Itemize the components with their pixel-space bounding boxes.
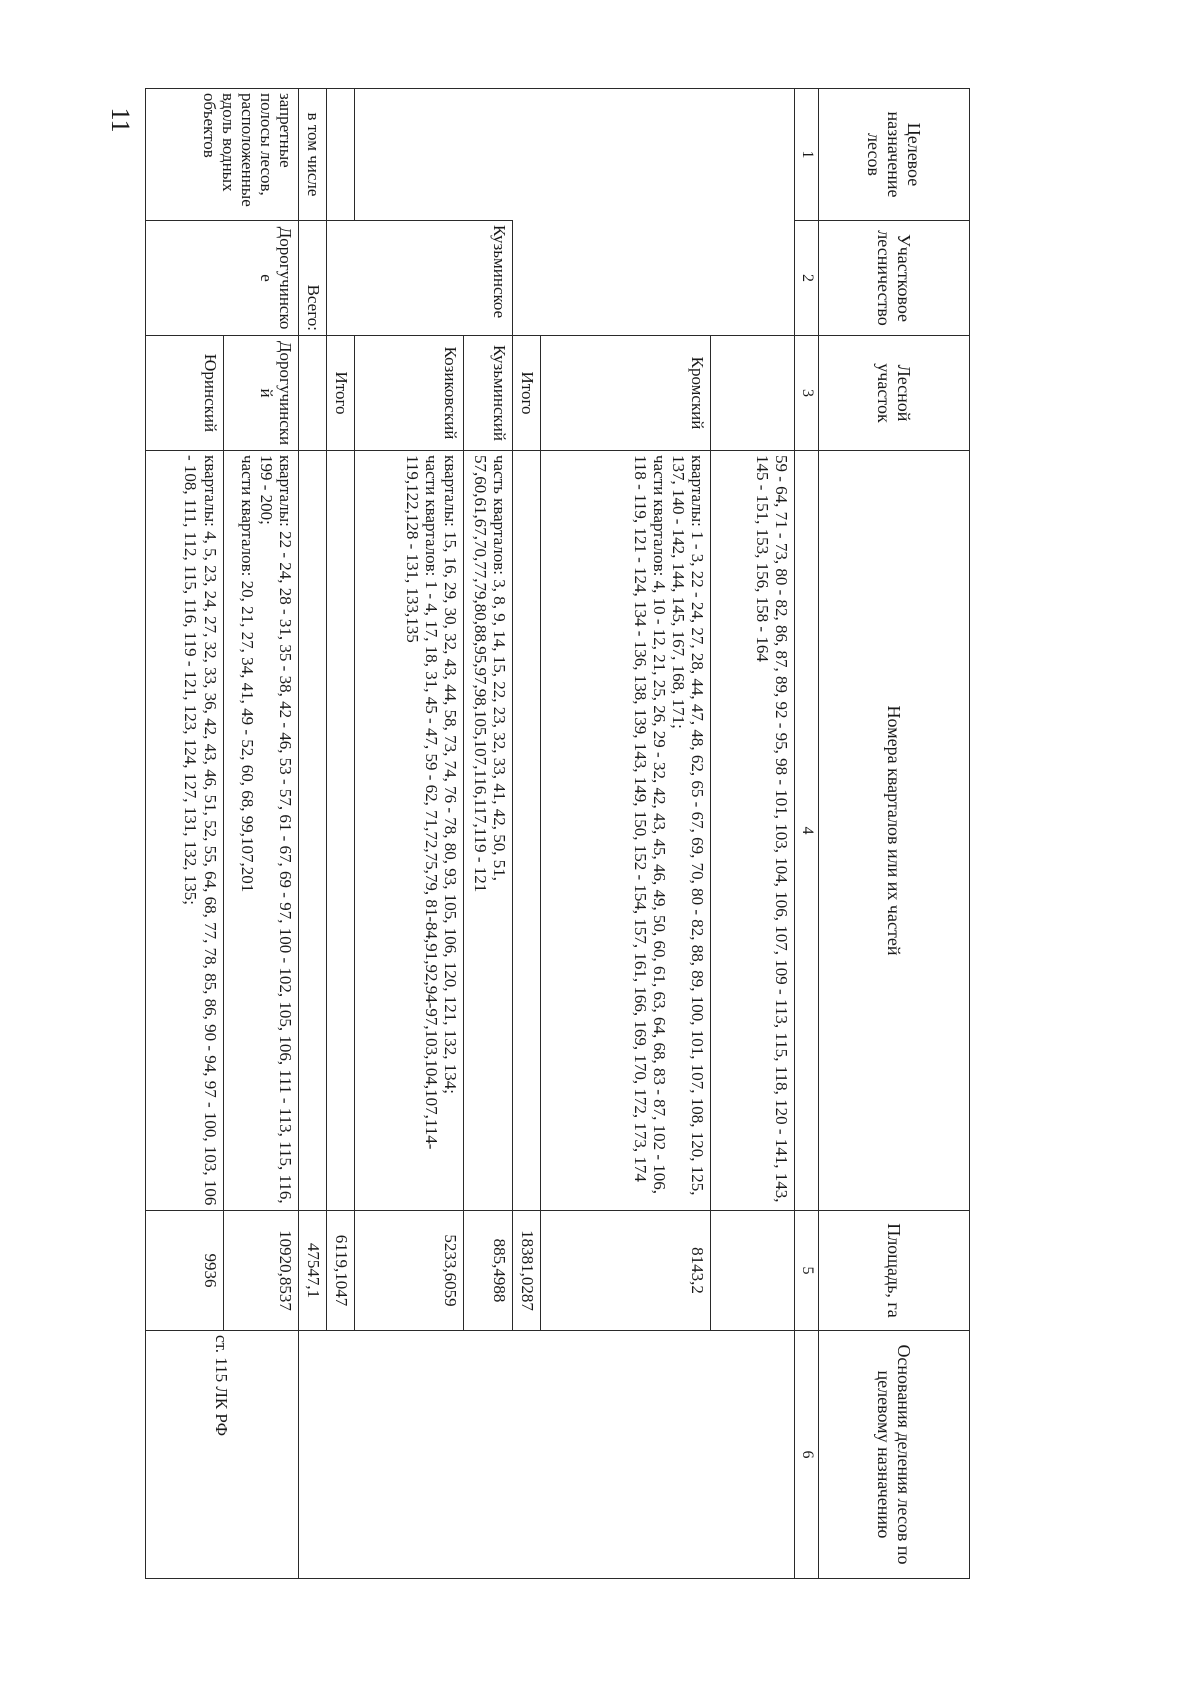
- kozikovsky-quarter-parts: части кварталов: 1 - 4, 17, 18, 31, 45 - 47, 59 - 62, 71,72,75,79, 81-84,91,92,94-97,103,104,107,114-119,122,128 - 131, 133,135: [403, 455, 442, 1150]
- col-number-4: 4: [794, 451, 819, 1211]
- grand-total-plot-empty: [298, 336, 326, 451]
- header-purpose: Целевое назначение лесов: [819, 89, 970, 221]
- basis-cell-empty-2: [298, 1331, 326, 1579]
- purpose-cell-empty-2: [326, 89, 354, 221]
- kozikovsky-quarters-list: кварталы: 15, 16, 29, 30, 32, 43, 44, 58, 73, 74, 76 - 78, 80, 93, 105, 106, 120, 121, 132, 134;: [441, 455, 461, 1094]
- header-district: Участковое лесничество: [819, 221, 970, 336]
- dorogucinsky-quarters: [223, 451, 298, 1211]
- kromsky-quarters: [540, 451, 710, 1211]
- continued-quarters: 59 - 64, 71 - 73, 80 - 82, 86, 87, 89, 92 - 95, 98 - 101, 103, 104, 106, 107, 109 - 113, 115, 118, 120 - 141, 143, 145 - 151, 153, 156, 158 - 164: [710, 451, 794, 1211]
- header-plot: Лесной участок: [819, 336, 970, 451]
- col-number-3: 3: [794, 336, 819, 451]
- plot-yurinsky: Юринский: [146, 336, 224, 451]
- header-basis: Основания деления лесов по целевому назначению: [819, 1331, 970, 1579]
- district-kuzminskoe: Кузьминское: [326, 221, 512, 336]
- yurinsky-quarters: кварталы: 4, 5, 23, 24, 27, 32, 33, 36, 42, 43, 46, 51, 52, 55, 64, 68, 77, 78, 85, 86, 90 - 94, 97 - 100, 103, 106 - 108, 111, 112, 115, 116, 119 - 121, 123, 124, 127, 131, 132, 135;: [146, 451, 224, 1211]
- plot-kozikovsky: Козиковский: [354, 336, 464, 451]
- total-area-2: 6119,1047: [326, 1211, 354, 1331]
- kuzminsky-quarters: часть кварталов: 3, 8, 9, 14, 15, 22, 23, 32, 33, 41, 42, 50, 51, 57,60,61,67,70,77,79,80,88,95,97,98,105,107,116,117,119 - 121: [464, 451, 512, 1211]
- header-area: Площадь, га: [819, 1211, 970, 1331]
- restricted-strips-purpose: запретные полосы лесов, расположенные вдоль водных объектов: [146, 89, 299, 221]
- basis-cell-empty: [326, 1331, 794, 1579]
- total-label-2: Итого: [326, 336, 354, 451]
- total-quarters-empty: [512, 451, 540, 1211]
- col-number-5: 5: [794, 1211, 819, 1331]
- grand-total-label: Всего:: [298, 221, 326, 336]
- district-cell-empty: [512, 221, 794, 336]
- grand-total-area: 47547,1: [298, 1211, 326, 1331]
- plot-dorogucinsky: Дорогучинский: [223, 336, 298, 451]
- col-number-1: 1: [794, 89, 819, 221]
- dorogucinsky-area: 10920,8537: [223, 1211, 298, 1331]
- forest-table: [145, 88, 970, 1579]
- grand-total-quarters-empty: [298, 451, 326, 1211]
- yurinsky-area: 9936: [146, 1211, 224, 1331]
- district-dorogucinskoe: Дорогучинское: [146, 221, 299, 336]
- plot-cell-empty: [710, 336, 794, 451]
- kuzminsky-area: 885,4988: [464, 1211, 512, 1331]
- col-number-2: 2: [794, 221, 819, 336]
- col-number-6: 6: [794, 1331, 819, 1579]
- dorogucinsky-quarter-parts: части кварталов: 20, 21, 27, 34, 41, 49 - 52, 60, 68, 99,107,201: [237, 455, 257, 893]
- including-label: в том числе: [298, 89, 326, 221]
- total-label: Итого: [512, 336, 540, 451]
- total-quarters-empty-2: [326, 451, 354, 1211]
- kromsky-area: 8143,2: [540, 1211, 710, 1331]
- rotated-table-container: [145, 88, 970, 1578]
- page-number: 11: [106, 107, 135, 133]
- plot-kuzminsky: Кузьминский: [464, 336, 512, 451]
- dorogucinsky-quarters-list: кварталы: 22 - 24, 28 - 31, 35 - 38, 42 - 46, 53 - 57, 61 - 67, 69 - 97, 100 - 102, 105, 106, 111 - 113, 115, 116, 199 - 200;: [256, 455, 295, 1204]
- legal-basis: ст. 115 ЛК РФ: [146, 1331, 299, 1579]
- total-area: 18381,0287: [512, 1211, 540, 1331]
- kromsky-quarter-parts: части кварталов: 4, 10 - 12, 21, 25, 26, 29 - 32, 42, 43, 45, 46, 49, 50, 60, 61, 63, 64, 68, 83 - 87, 102 - 106, 118 - 119, 121 - 124, 134 - 136, 138, 139, 143, 149, 150, 152 - 154, 157, 161, 166, 169, 170, 172, 173, 174: [630, 455, 669, 1195]
- header-quarters: Номера кварталов или их частей: [819, 451, 970, 1211]
- plot-kromsky: Кромский: [540, 336, 710, 451]
- purpose-cell-empty: [354, 89, 794, 221]
- area-cell-empty: [710, 1211, 794, 1331]
- kozikovsky-area: 5233,6059: [354, 1211, 464, 1331]
- kromsky-quarters-list: кварталы: 1 - 3, 22 - 24, 27, 28, 44, 47, 48, 62, 65 - 67, 69, 70, 80 - 82, 88, 89, 100, 101, 107, 108, 120, 125, 137, 140 - 142, 144, 145, 167, 168, 171;: [668, 455, 707, 1196]
- kozikovsky-quarters: [354, 451, 464, 1211]
